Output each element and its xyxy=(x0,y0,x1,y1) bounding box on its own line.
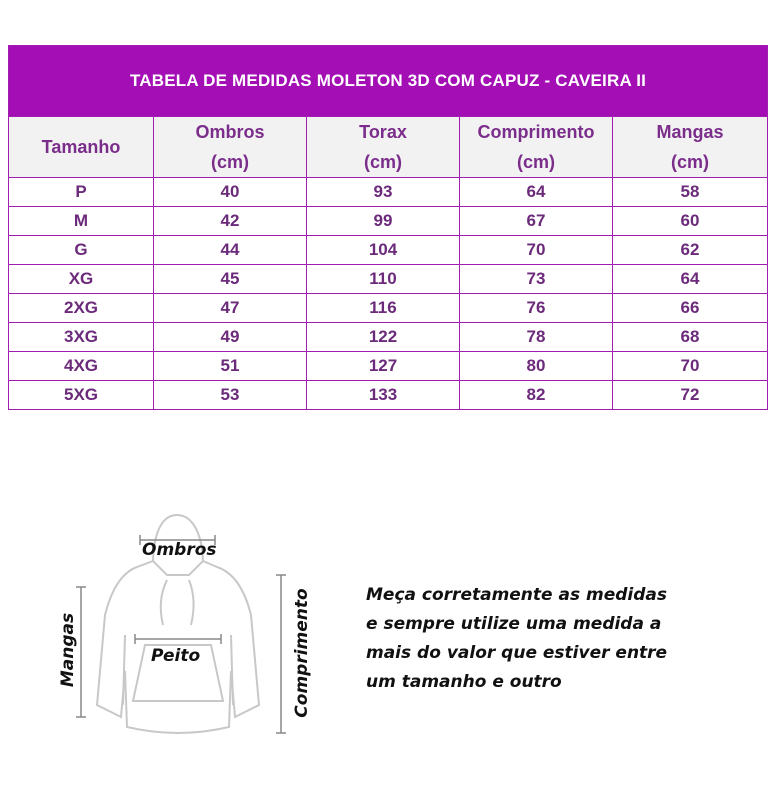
cell-comprimento: 82 xyxy=(460,381,613,410)
cell-comprimento: 78 xyxy=(460,323,613,352)
table-row xyxy=(9,265,768,294)
header-mangas xyxy=(613,117,768,178)
table-row xyxy=(9,207,768,236)
cell-ombros: 47 xyxy=(154,294,307,323)
cell-comprimento: 70 xyxy=(460,236,613,265)
title-row xyxy=(9,46,768,117)
cell-size: P xyxy=(9,178,154,207)
cell-torax: 116 xyxy=(307,294,460,323)
cell-size: 3XG xyxy=(9,323,154,352)
cell-ombros: 42 xyxy=(154,207,307,236)
peito-label: Peito xyxy=(151,646,201,666)
cell-ombros: 51 xyxy=(154,352,307,381)
header-ombros xyxy=(154,117,307,178)
cell-mangas: 60 xyxy=(613,207,768,236)
cell-torax: 93 xyxy=(307,178,460,207)
cell-mangas: 62 xyxy=(613,236,768,265)
cell-comprimento: 76 xyxy=(460,294,613,323)
table-title: TABELA DE MEDIDAS MOLETON 3D COM CAPUZ - CAVEIRA II xyxy=(9,46,768,117)
note-line: mais do valor que estiver entre xyxy=(366,643,668,663)
header-label: Ombros xyxy=(195,122,265,142)
header-label: Torax xyxy=(359,122,407,142)
cell-mangas: 64 xyxy=(613,265,768,294)
header-row xyxy=(9,117,768,178)
cell-torax: 122 xyxy=(307,323,460,352)
cell-mangas: 58 xyxy=(613,178,768,207)
note-line: um tamanho e outro xyxy=(366,672,562,692)
cell-size: M xyxy=(9,207,154,236)
cell-ombros: 40 xyxy=(154,178,307,207)
table-row xyxy=(9,294,768,323)
comprimento-label: Comprimento xyxy=(292,588,312,718)
cell-ombros: 53 xyxy=(154,381,307,410)
header-label: Mangas xyxy=(656,122,724,142)
cell-comprimento: 80 xyxy=(460,352,613,381)
cell-comprimento: 73 xyxy=(460,265,613,294)
cell-mangas: 66 xyxy=(613,294,768,323)
cell-size: G xyxy=(9,236,154,265)
header-torax xyxy=(307,117,460,178)
cell-ombros: 44 xyxy=(154,236,307,265)
cell-torax: 110 xyxy=(307,265,460,294)
cell-mangas: 72 xyxy=(613,381,768,410)
header-comprimento xyxy=(460,117,613,178)
table-row xyxy=(9,178,768,207)
header-unit: (cm) xyxy=(516,152,555,172)
cell-comprimento: 67 xyxy=(460,207,613,236)
header-unit: (cm) xyxy=(363,152,402,172)
ombros-label: Ombros xyxy=(142,540,217,560)
table-row xyxy=(9,323,768,352)
header-unit: (cm) xyxy=(210,152,249,172)
table-row xyxy=(9,352,768,381)
size-table xyxy=(8,45,768,410)
cell-torax: 133 xyxy=(307,381,460,410)
cell-ombros: 45 xyxy=(154,265,307,294)
cell-torax: 104 xyxy=(307,236,460,265)
header-label: Tamanho xyxy=(41,137,121,157)
table-row xyxy=(9,236,768,265)
cell-comprimento: 64 xyxy=(460,178,613,207)
cell-size: 5XG xyxy=(9,381,154,410)
cell-size: 2XG xyxy=(9,294,154,323)
measurement-note xyxy=(366,581,746,697)
header-tamanho xyxy=(9,117,154,178)
note-line: e sempre utilize uma medida a xyxy=(366,614,662,634)
header-label: Comprimento xyxy=(477,122,595,142)
cell-ombros: 49 xyxy=(154,323,307,352)
cell-torax: 127 xyxy=(307,352,460,381)
header-unit: (cm) xyxy=(671,152,710,172)
cell-mangas: 68 xyxy=(613,323,768,352)
cell-size: 4XG xyxy=(9,352,154,381)
cell-torax: 99 xyxy=(307,207,460,236)
cell-size: XG xyxy=(9,265,154,294)
table-row xyxy=(9,381,768,410)
cell-mangas: 70 xyxy=(613,352,768,381)
hoodie-diagram xyxy=(45,505,320,740)
table-body xyxy=(9,178,768,410)
mangas-label: Mangas xyxy=(58,612,78,688)
note-line: Meça corretamente as medidas xyxy=(366,585,667,605)
